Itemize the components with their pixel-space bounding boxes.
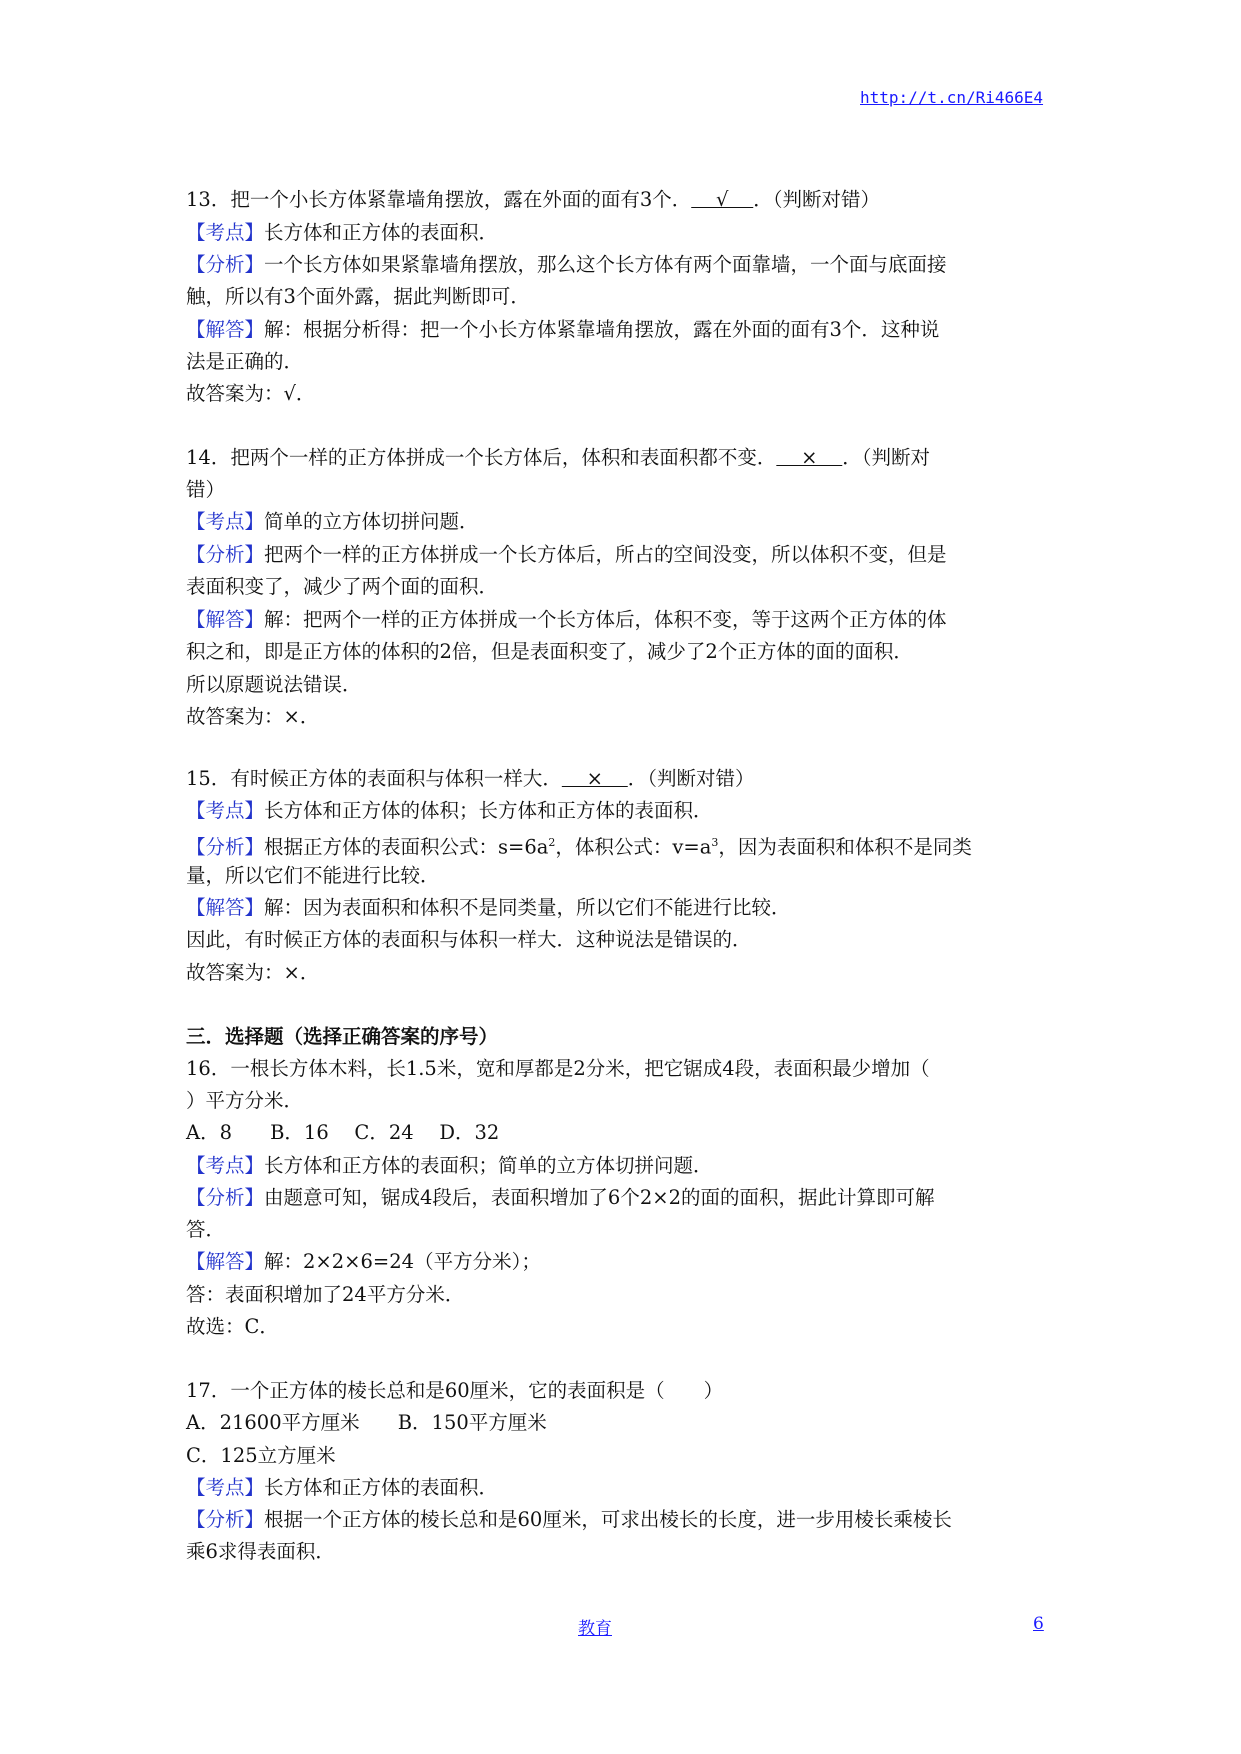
q17-options: A．21600平方厘米 B．150平方厘米 — [186, 1411, 547, 1434]
q14-jieda-cont: 积之和，即是正方体的体积的2倍，但是表面积变了，减少了2个正方体的面的面积． — [186, 640, 913, 663]
page-number: 6 — [1033, 1614, 1044, 1634]
q16-extra: 答：表面积增加了24平方分米． — [186, 1283, 465, 1306]
q17-kaodian: 【考点】长方体和正方体的表面积． — [186, 1476, 499, 1499]
q15-stem: 15．有时候正方体的表面积与体积一样大． × ．（判断对错） — [186, 767, 755, 790]
q15-fenxi: 【分析】根据正方体的表面积公式：$s=6a^2$，体积公式：$v=a^3$，因为表面积和体积不是同类 — [186, 835, 972, 859]
answer-blank: √ — [691, 188, 754, 211]
q17-stem: 17．一个正方体的棱长总和是60厘米，它的表面积是（ ） — [186, 1379, 724, 1402]
q15-answer: 故答案为：×． — [186, 961, 320, 984]
q14-stem-cont: 错） — [186, 478, 226, 501]
q15-fenxi-cont: 量，所以它们不能进行比较． — [186, 864, 440, 887]
q16-options: A．8 B．16 C．24 D．32 — [186, 1121, 500, 1144]
header-link[interactable]: http://t.cn/Ri466E4 — [860, 88, 1044, 107]
q13-kaodian: 【考点】长方体和正方体的表面积． — [186, 221, 499, 244]
q17-fenxi-cont: 乘6求得表面积． — [186, 1540, 335, 1563]
q16-kaodian: 【考点】长方体和正方体的表面积；简单的立方体切拼问题． — [186, 1154, 713, 1177]
q13-jieda-cont: 法是正确的． — [186, 350, 304, 373]
q13-fenxi: 【分析】一个长方体如果紧靠墙角摆放，那么这个长方体有两个面靠墙，一个面与底面接 — [186, 253, 947, 276]
q16-jieda: 【解答】解：2×2×6=24（平方分米）； — [186, 1250, 541, 1273]
answer-blank: × — [776, 446, 843, 469]
q15-jieda: 【解答】解：因为表面积和体积不是同类量，所以它们不能进行比较． — [186, 896, 791, 919]
section-heading: 三．选择题（选择正确答案的序号） — [186, 1025, 499, 1048]
footer-link[interactable]: 教育 — [578, 1619, 612, 1639]
q17-fenxi: 【分析】根据一个正方体的棱长总和是60厘米，可求出棱长的长度，进一步用棱长乘棱长 — [186, 1508, 952, 1531]
q13-fenxi-cont: 触，所以有3个面外露，据此判断即可． — [186, 285, 530, 308]
q16-stem: 16．一根长方体木料，长1.5米，宽和厚都是2分米，把它锯成4段，表面积最少增加（ — [186, 1057, 930, 1080]
q13-stem: 13．把一个小长方体紧靠墙角摆放，露在外面的面有3个． √ ．（判断对错） — [186, 188, 881, 211]
answer-blank: × — [561, 767, 628, 790]
q14-fenxi: 【分析】把两个一样的正方体拼成一个长方体后，所占的空间没变，所以体积不变，但是 — [186, 543, 947, 566]
q14-fenxi-cont: 表面积变了，减少了两个面的面积． — [186, 575, 499, 598]
q13-answer: 故答案为：√． — [186, 382, 316, 405]
q17-options-cont: C．125立方厘米 — [186, 1444, 336, 1467]
q14-stem: 14．把两个一样的正方体拼成一个长方体后，体积和表面积都不变． × ．（判断对 — [186, 446, 931, 469]
q16-fenxi: 【分析】由题意可知，锯成4段后，表面积增加了6个2×2的面的面积，据此计算即可解 — [186, 1186, 935, 1209]
q14-kaodian: 【考点】简单的立方体切拼问题． — [186, 510, 479, 533]
q15-kaodian: 【考点】长方体和正方体的体积；长方体和正方体的表面积． — [186, 799, 713, 822]
q14-answer: 故答案为：×． — [186, 705, 320, 728]
q16-answer: 故选：C． — [186, 1315, 279, 1338]
q14-extra: 所以原题说法错误． — [186, 673, 362, 696]
q13-jieda: 【解答】解：根据分析得：把一个小长方体紧靠墙角摆放，露在外面的面有3个．这种说 — [186, 318, 940, 341]
q16-stem-cont: ）平方分米． — [186, 1089, 304, 1112]
q14-jieda: 【解答】解：把两个一样的正方体拼成一个长方体后，体积不变，等于这两个正方体的体 — [186, 608, 947, 631]
q16-fenxi-cont: 答． — [186, 1218, 226, 1241]
q15-extra: 因此，有时候正方体的表面积与体积一样大．这种说法是错误的． — [186, 928, 752, 951]
